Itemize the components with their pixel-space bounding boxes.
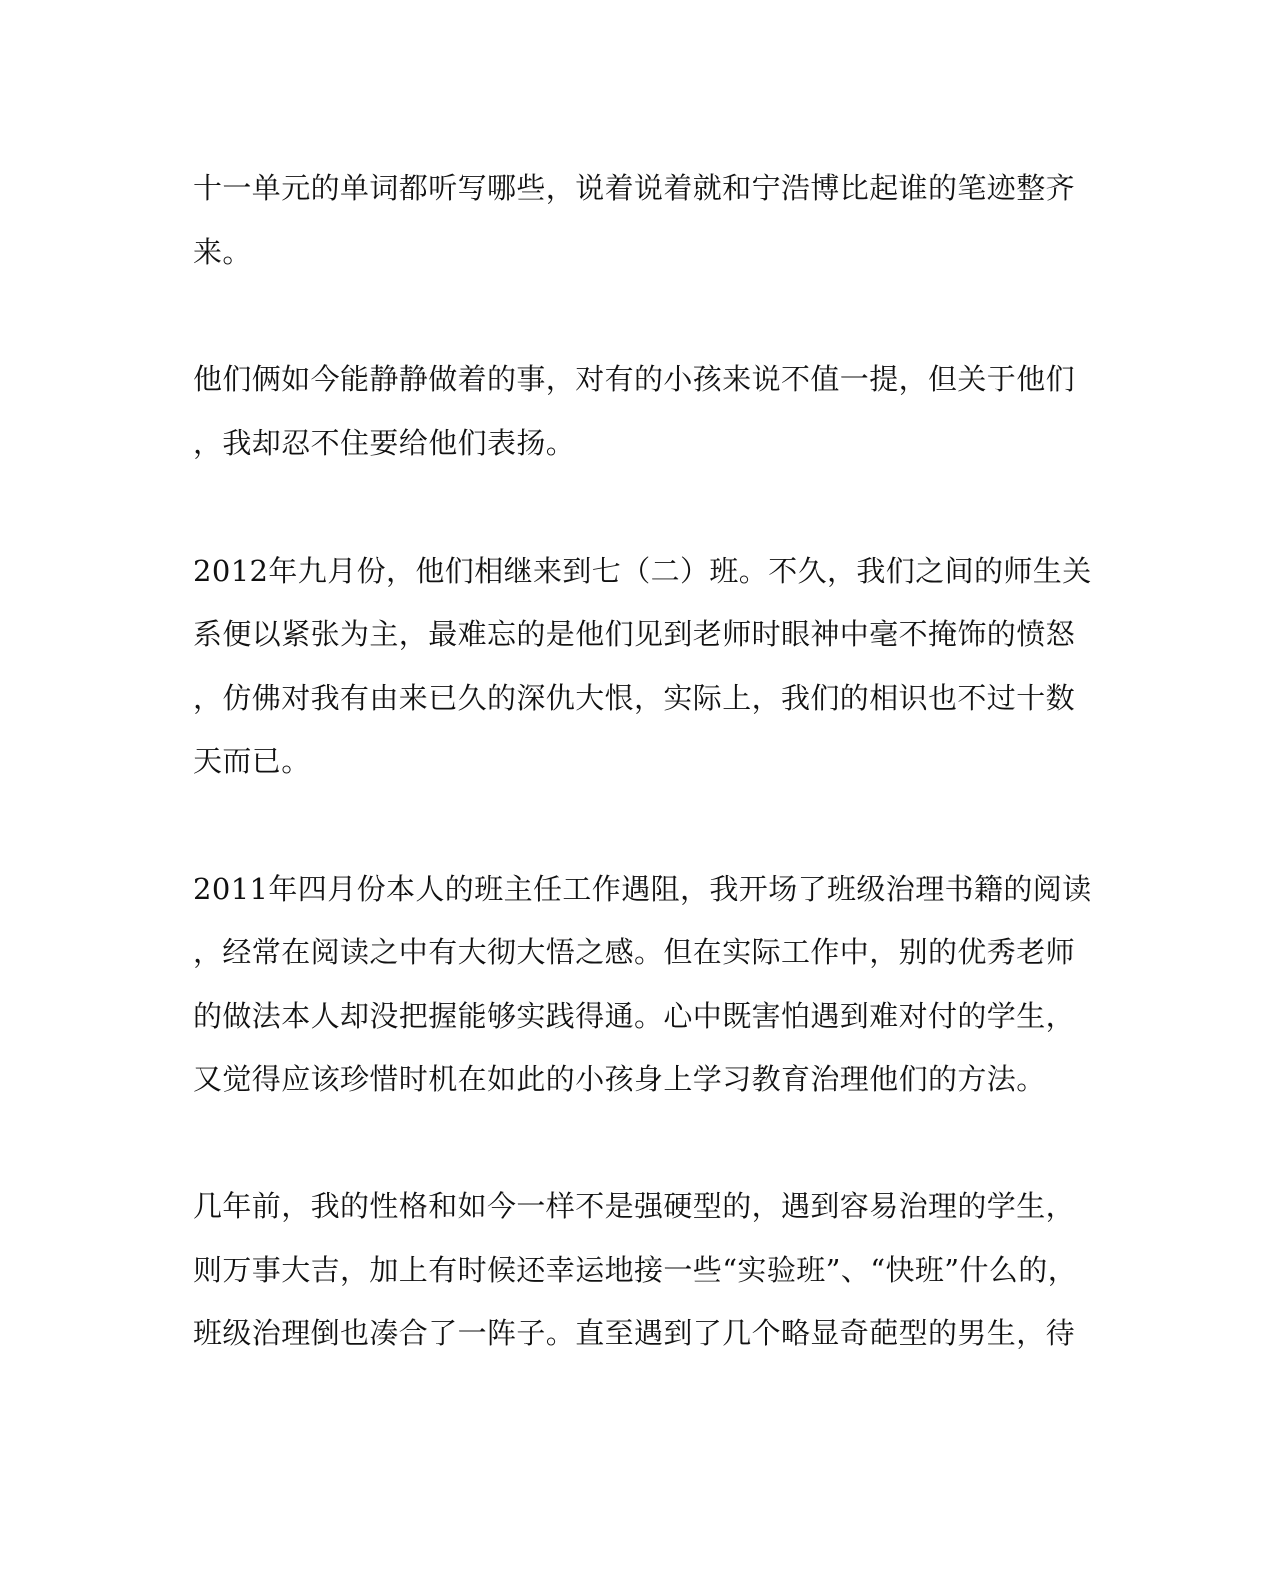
paragraph-5-line-1: 几年前，我的性格和如今一样不是强硬型的，遇到容易治理的学生， <box>193 1189 1076 1223</box>
paragraph-3-line-1: 2012年九月份，他们相继来到七（二）班。不久，我们之间的师生关 <box>193 554 1092 588</box>
paragraph-5-line-2: 则万事大吉，加上有时候还幸运地接一些“实验班”、“快班”什么的， <box>193 1253 1078 1287</box>
paragraph-2-line-1: 他们俩如今能静静做着的事，对有的小孩来说不值一提，但关于他们 <box>193 362 1076 396</box>
paragraph-4-line-2: ，经常在阅读之中有大彻大悟之感。但在实际工作中，别的优秀老师 <box>193 935 1076 969</box>
paragraph-2-line-2: ，我却忍不住要给他们表扬。 <box>193 426 576 460</box>
paragraph-3-line-4: 天而已。 <box>193 744 311 778</box>
paragraph-4-line-3: 的做法本人却没把握能够实践得通。心中既害怕遇到难对付的学生， <box>193 999 1076 1033</box>
paragraph-4-line-4: 又觉得应该珍惜时机在如此的小孩身上学习教育治理他们的方法。 <box>193 1062 1046 1096</box>
paragraph-4-line-1: 2011年四月份本人的班主任工作遇阻，我开场了班级治理书籍的阅读 <box>193 872 1092 906</box>
paragraph-3-line-3: ，仿佛对我有由来已久的深仇大恨，实际上，我们的相识也不过十数 <box>193 681 1076 715</box>
paragraph-3-line-2: 系便以紧张为主，最难忘的是他们见到老师时眼神中毫不掩饰的愤怒 <box>193 617 1076 651</box>
paragraph-5-line-3: 班级治理倒也凑合了一阵子。直至遇到了几个略显奇葩型的男生，待 <box>193 1316 1076 1350</box>
paragraph-1-line-1: 十一单元的单词都听写哪些，说着说着就和宁浩博比起谁的笔迹整齐 <box>193 171 1076 205</box>
paragraph-1-line-2: 来。 <box>193 235 252 269</box>
